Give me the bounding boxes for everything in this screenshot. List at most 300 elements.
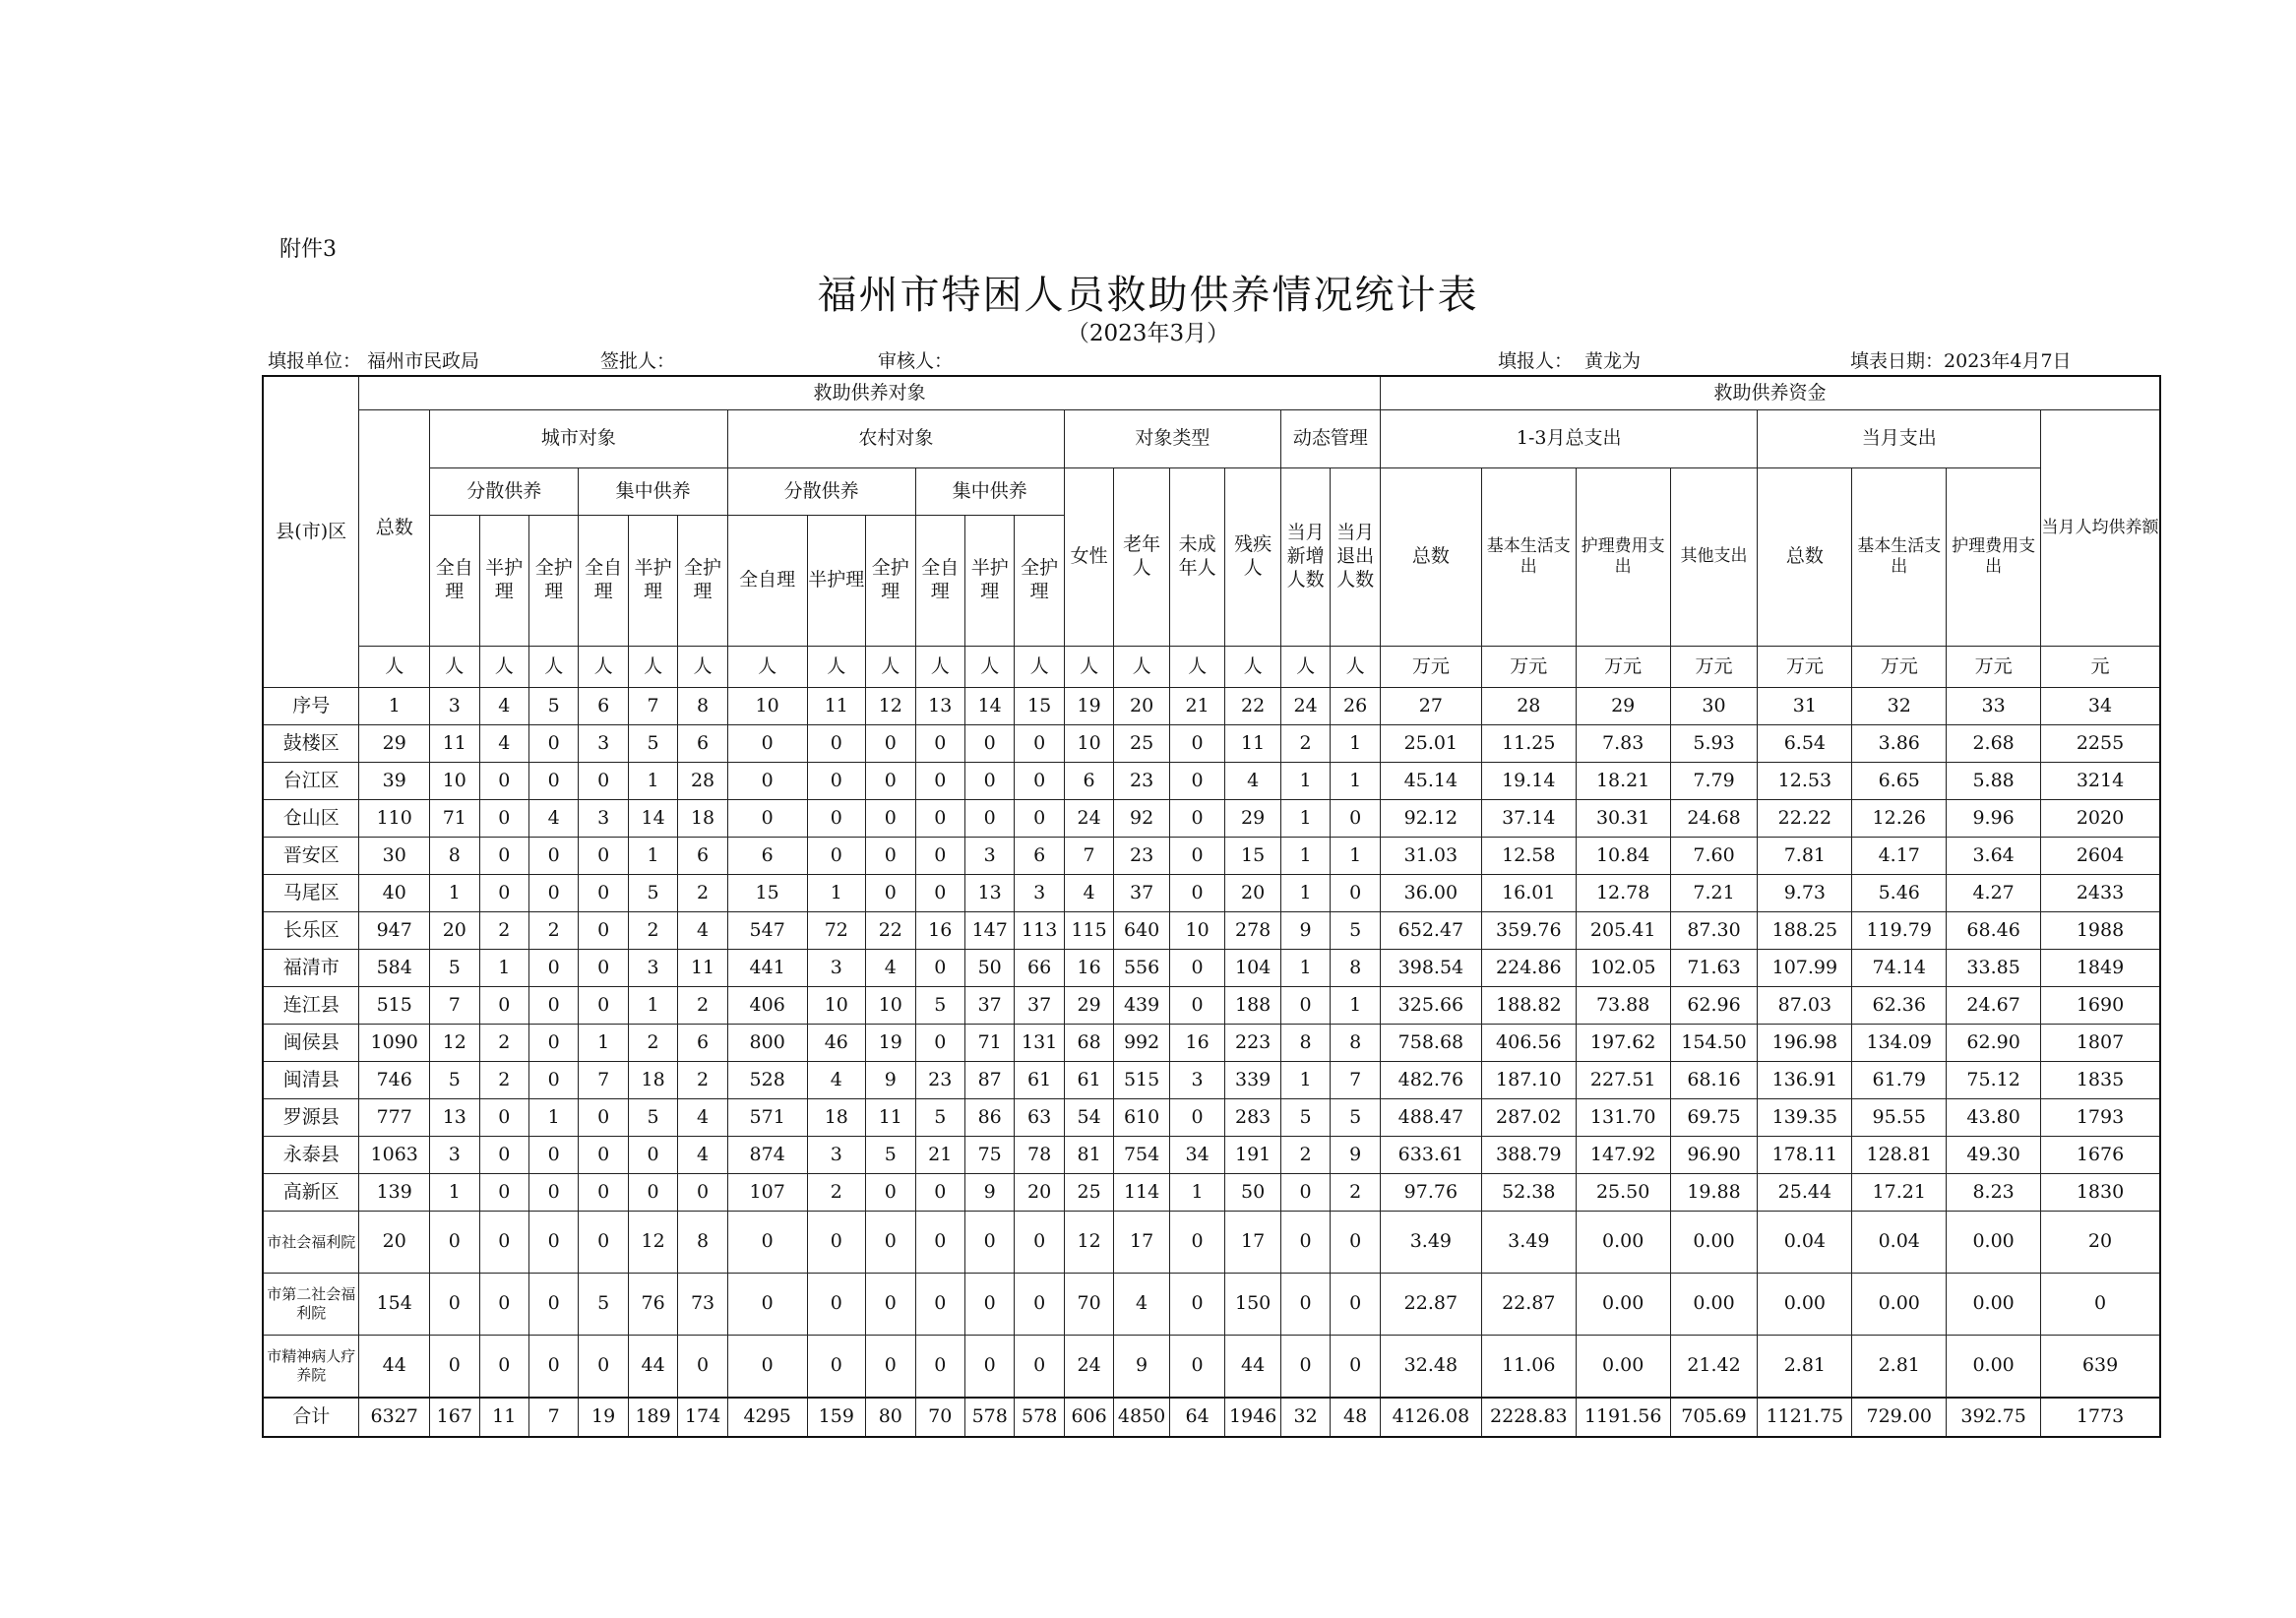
- value-cell: 2: [479, 912, 528, 950]
- disabled-header: 残疾人: [1225, 468, 1281, 647]
- value-cell: 0: [479, 987, 528, 1025]
- value-cell: 11.06: [1481, 1336, 1576, 1399]
- value-cell: 44: [628, 1336, 677, 1399]
- value-cell: 0: [866, 838, 915, 875]
- value-cell: 22.87: [1380, 1274, 1481, 1336]
- value-cell: 54: [1064, 1099, 1113, 1137]
- value-cell: 2: [1280, 725, 1330, 763]
- value-cell: 12.58: [1481, 838, 1576, 875]
- value-cell: 1676: [2041, 1137, 2160, 1174]
- value-cell: 5: [430, 1062, 479, 1099]
- value-cell: 39: [359, 763, 430, 800]
- value-cell: 223: [1225, 1025, 1281, 1062]
- rural-central-self-care: 全自理: [915, 516, 964, 647]
- value-cell: 16: [915, 912, 964, 950]
- value-cell: 6: [678, 838, 727, 875]
- value-cell: 0: [479, 800, 528, 838]
- value-cell: 5: [1331, 912, 1381, 950]
- value-cell: 227.51: [1576, 1062, 1670, 1099]
- value-cell: 6: [678, 725, 727, 763]
- unit-cell: 人: [579, 647, 628, 688]
- value-cell: 1: [1331, 763, 1381, 800]
- value-cell: 25.44: [1758, 1174, 1852, 1212]
- value-cell: 1849: [2041, 950, 2160, 987]
- value-cell: 1946: [1225, 1398, 1281, 1437]
- unit-cell: 万元: [1947, 647, 2041, 688]
- index-number-cell: 14: [964, 688, 1014, 725]
- value-cell: 4: [678, 1099, 727, 1137]
- value-cell: 4: [1225, 763, 1281, 800]
- value-cell: 439: [1114, 987, 1170, 1025]
- value-cell: 1: [1280, 763, 1330, 800]
- value-cell: 1121.75: [1758, 1398, 1852, 1437]
- value-cell: 515: [1114, 1062, 1170, 1099]
- value-cell: 5: [628, 875, 677, 912]
- approver-label: 签批人：: [600, 350, 676, 372]
- value-cell: 0: [579, 875, 628, 912]
- value-cell: 2: [678, 875, 727, 912]
- value-cell: 606: [1064, 1398, 1113, 1437]
- value-cell: 70: [1064, 1274, 1113, 1336]
- index-number-cell: 22: [1225, 688, 1281, 725]
- value-cell: 0: [915, 800, 964, 838]
- value-cell: 0: [479, 1336, 528, 1399]
- value-cell: 7.79: [1670, 763, 1758, 800]
- value-cell: 13: [964, 875, 1014, 912]
- value-cell: 50: [1225, 1174, 1281, 1212]
- value-cell: 0.00: [1758, 1274, 1852, 1336]
- county-header: 县(市)区: [263, 376, 359, 688]
- value-cell: 20: [430, 912, 479, 950]
- value-cell: 0.04: [1852, 1212, 1947, 1274]
- table-row: [263, 1062, 2160, 1099]
- value-cell: 12: [628, 1212, 677, 1274]
- month-total-header: 总数: [1758, 468, 1852, 647]
- value-cell: 29: [359, 725, 430, 763]
- unit-cell: 人: [1015, 647, 1064, 688]
- table-row: [263, 763, 2160, 800]
- value-cell: 68: [1064, 1025, 1113, 1062]
- value-cell: 3.49: [1380, 1212, 1481, 1274]
- total-count-header: 总数: [359, 410, 430, 647]
- value-cell: 0: [479, 875, 528, 912]
- value-cell: 73: [678, 1274, 727, 1336]
- district-name-cell: 连江县: [263, 987, 359, 1025]
- dynamic-header: 动态管理: [1280, 410, 1380, 468]
- value-cell: 23: [1114, 763, 1170, 800]
- value-cell: 24: [1064, 1336, 1113, 1399]
- value-cell: 2: [678, 1062, 727, 1099]
- attachment-label: 附件3: [279, 237, 337, 262]
- value-cell: 75: [964, 1137, 1014, 1174]
- value-cell: 0: [1280, 1336, 1330, 1399]
- value-cell: 64: [1169, 1398, 1225, 1437]
- value-cell: 150: [1225, 1274, 1281, 1336]
- value-cell: 16: [1169, 1025, 1225, 1062]
- filler-label: 填报人：: [1498, 350, 1574, 372]
- value-cell: 11.25: [1481, 725, 1576, 763]
- value-cell: 0: [528, 1137, 578, 1174]
- value-cell: 0: [528, 875, 578, 912]
- value-cell: 488.47: [1380, 1099, 1481, 1137]
- value-cell: 10.84: [1576, 838, 1670, 875]
- value-cell: 0: [579, 1099, 628, 1137]
- objects-group-header: 救助供养对象: [359, 376, 1381, 410]
- index-number-cell: 34: [2041, 688, 2160, 725]
- minor-header: 未成年人: [1169, 468, 1225, 647]
- unit-cell: 人: [1225, 647, 1281, 688]
- value-cell: 0: [1331, 875, 1381, 912]
- value-cell: 10: [807, 987, 866, 1025]
- urban-scatter-header: 分散供养: [430, 468, 579, 516]
- value-cell: 0: [1015, 725, 1064, 763]
- value-cell: 9.73: [1758, 875, 1852, 912]
- value-cell: 1063: [359, 1137, 430, 1174]
- value-cell: 1090: [359, 1025, 430, 1062]
- value-cell: 0: [915, 1274, 964, 1336]
- value-cell: 0: [964, 1212, 1014, 1274]
- value-cell: 0: [727, 725, 807, 763]
- value-cell: 0: [579, 987, 628, 1025]
- value-cell: 68.46: [1947, 912, 2041, 950]
- value-cell: 0: [678, 1174, 727, 1212]
- fill-date-value: 2023年4月7日: [1944, 350, 2072, 372]
- value-cell: 71.63: [1670, 950, 1758, 987]
- value-cell: 4: [866, 950, 915, 987]
- value-cell: 73.88: [1576, 987, 1670, 1025]
- value-cell: 7: [528, 1398, 578, 1437]
- other-expense-header: 其他支出: [1670, 468, 1758, 647]
- fill-unit-label: 填报单位：: [268, 350, 362, 372]
- value-cell: 0: [1015, 763, 1064, 800]
- value-cell: 8: [1280, 1025, 1330, 1062]
- value-cell: 197.62: [1576, 1025, 1670, 1062]
- value-cell: 3: [1169, 1062, 1225, 1099]
- value-cell: 81: [1064, 1137, 1113, 1174]
- exited-header: 当月退出人数: [1331, 468, 1381, 647]
- value-cell: 62.96: [1670, 987, 1758, 1025]
- value-cell: 0: [807, 1336, 866, 1399]
- district-name-cell: 市社会福利院: [263, 1212, 359, 1274]
- value-cell: 0: [915, 1174, 964, 1212]
- value-cell: 0: [1169, 763, 1225, 800]
- value-cell: 72: [807, 912, 866, 950]
- value-cell: 4295: [727, 1398, 807, 1437]
- value-cell: 66: [1015, 950, 1064, 987]
- value-cell: 224.86: [1481, 950, 1576, 987]
- value-cell: 5.88: [1947, 763, 2041, 800]
- value-cell: 76: [628, 1274, 677, 1336]
- index-number-cell: 4: [479, 688, 528, 725]
- value-cell: 139.35: [1758, 1099, 1852, 1137]
- value-cell: 110: [359, 800, 430, 838]
- value-cell: 23: [1114, 838, 1170, 875]
- unit-cell: 万元: [1576, 647, 1670, 688]
- value-cell: 2: [479, 1062, 528, 1099]
- value-cell: 21: [915, 1137, 964, 1174]
- types-header: 对象类型: [1064, 410, 1280, 468]
- unit-cell: 人: [915, 647, 964, 688]
- value-cell: 339: [1225, 1062, 1281, 1099]
- urban-scatter-self-care: 全自理: [430, 516, 479, 647]
- value-cell: 37: [964, 987, 1014, 1025]
- value-cell: 0: [964, 800, 1014, 838]
- value-cell: 0: [528, 987, 578, 1025]
- value-cell: 128.81: [1852, 1137, 1947, 1174]
- value-cell: 188: [1225, 987, 1281, 1025]
- value-cell: 5: [1280, 1099, 1330, 1137]
- value-cell: 2: [628, 1025, 677, 1062]
- index-number-cell: 28: [1481, 688, 1576, 725]
- value-cell: 652.47: [1380, 912, 1481, 950]
- unit-cell: 人: [1064, 647, 1113, 688]
- value-cell: 0: [1015, 800, 1064, 838]
- value-cell: 640: [1114, 912, 1170, 950]
- value-cell: 25.50: [1576, 1174, 1670, 1212]
- value-cell: 800: [727, 1025, 807, 1062]
- value-cell: 1: [479, 950, 528, 987]
- urban-scatter-full-care: 全护理: [528, 516, 578, 647]
- value-cell: 325.66: [1380, 987, 1481, 1025]
- index-row: [263, 688, 2160, 725]
- value-cell: 0: [964, 1336, 1014, 1399]
- value-cell: 3: [430, 1137, 479, 1174]
- unit-cell: 人: [628, 647, 677, 688]
- value-cell: 0: [1331, 800, 1381, 838]
- value-cell: 52.38: [1481, 1174, 1576, 1212]
- value-cell: 9: [1114, 1336, 1170, 1399]
- value-cell: 11: [430, 725, 479, 763]
- value-cell: 777: [359, 1099, 430, 1137]
- value-cell: 1: [1280, 838, 1330, 875]
- value-cell: 61: [1015, 1062, 1064, 1099]
- rural-central-full-care: 全护理: [1015, 516, 1064, 647]
- value-cell: 7: [579, 1062, 628, 1099]
- value-cell: 75.12: [1947, 1062, 2041, 1099]
- rural-central-header: 集中供养: [915, 468, 1064, 516]
- value-cell: 20: [1015, 1174, 1064, 1212]
- value-cell: 571: [727, 1099, 807, 1137]
- value-cell: 10: [866, 987, 915, 1025]
- district-name-cell: 合计: [263, 1398, 359, 1437]
- value-cell: 874: [727, 1137, 807, 1174]
- index-number-cell: 3: [430, 688, 479, 725]
- value-cell: 37: [1114, 875, 1170, 912]
- filler: [1498, 346, 1641, 373]
- value-cell: 12.26: [1852, 800, 1947, 838]
- value-cell: 10: [430, 763, 479, 800]
- value-cell: 18: [807, 1099, 866, 1137]
- value-cell: 7.60: [1670, 838, 1758, 875]
- value-cell: 30: [359, 838, 430, 875]
- value-cell: 0: [1015, 1274, 1064, 1336]
- value-cell: 7.83: [1576, 725, 1670, 763]
- unit-cell: 人: [1280, 647, 1330, 688]
- value-cell: 2: [678, 987, 727, 1025]
- fill-date: [1850, 346, 2072, 373]
- value-cell: 0: [2041, 1274, 2160, 1336]
- value-cell: 2: [1280, 1137, 1330, 1174]
- district-name-cell: 仓山区: [263, 800, 359, 838]
- value-cell: 154: [359, 1274, 430, 1336]
- value-cell: 0: [479, 1174, 528, 1212]
- value-cell: 11: [866, 1099, 915, 1137]
- value-cell: 2433: [2041, 875, 2160, 912]
- value-cell: 196.98: [1758, 1025, 1852, 1062]
- value-cell: 0: [479, 1099, 528, 1137]
- avg-support-header: 当月人均供养额: [2041, 410, 2160, 647]
- fill-unit: [268, 346, 479, 373]
- value-cell: 0: [727, 1212, 807, 1274]
- value-cell: 4: [678, 1137, 727, 1174]
- value-cell: 4: [1114, 1274, 1170, 1336]
- value-cell: 1: [579, 1025, 628, 1062]
- value-cell: 0: [528, 1062, 578, 1099]
- district-name-cell: 鼓楼区: [263, 725, 359, 763]
- table-body: [263, 688, 2160, 1438]
- fund-total-header: 总数: [1380, 468, 1481, 647]
- value-cell: 154.50: [1670, 1025, 1758, 1062]
- unit-cell: 万元: [1670, 647, 1758, 688]
- index-number-cell: 10: [727, 688, 807, 725]
- value-cell: 0: [579, 763, 628, 800]
- value-cell: 4: [528, 800, 578, 838]
- value-cell: 25: [1064, 1174, 1113, 1212]
- rural-central-semi-care: 半护理: [964, 516, 1014, 647]
- value-cell: 18: [628, 1062, 677, 1099]
- value-cell: 15: [727, 875, 807, 912]
- unit-cell: 人: [359, 647, 430, 688]
- value-cell: 20: [1225, 875, 1281, 912]
- value-cell: 1: [1331, 987, 1381, 1025]
- unit-cell: 元: [2041, 647, 2160, 688]
- value-cell: 7: [1064, 838, 1113, 875]
- value-cell: 0: [479, 838, 528, 875]
- table-row: [263, 875, 2160, 912]
- district-name-cell: 马尾区: [263, 875, 359, 912]
- district-name-cell: 市第二社会福利院: [263, 1274, 359, 1336]
- value-cell: 37: [1015, 987, 1064, 1025]
- value-cell: 4.27: [1947, 875, 2041, 912]
- rural-scatter-semi-care: 半护理: [807, 516, 866, 647]
- value-cell: 61: [1064, 1062, 1113, 1099]
- value-cell: 69.75: [1670, 1099, 1758, 1137]
- value-cell: 392.75: [1947, 1398, 2041, 1437]
- value-cell: 15: [1225, 838, 1281, 875]
- value-cell: 37.14: [1481, 800, 1576, 838]
- value-cell: 8: [678, 1212, 727, 1274]
- value-cell: 87.03: [1758, 987, 1852, 1025]
- value-cell: 0: [866, 1274, 915, 1336]
- value-cell: 754: [1114, 1137, 1170, 1174]
- value-cell: 2: [628, 912, 677, 950]
- value-cell: 131.70: [1576, 1099, 1670, 1137]
- value-cell: 388.79: [1481, 1137, 1576, 1174]
- index-number-cell: 31: [1758, 688, 1852, 725]
- unit-row: [263, 647, 2160, 688]
- value-cell: 34: [1169, 1137, 1225, 1174]
- value-cell: 0: [866, 1336, 915, 1399]
- index-number-cell: 30: [1670, 688, 1758, 725]
- index-number-cell: 8: [678, 688, 727, 725]
- table-row: [263, 1099, 2160, 1137]
- value-cell: 0: [964, 763, 1014, 800]
- index-number-cell: 26: [1331, 688, 1381, 725]
- value-cell: 87: [964, 1062, 1014, 1099]
- value-cell: 30.31: [1576, 800, 1670, 838]
- value-cell: 2: [528, 912, 578, 950]
- value-cell: 0: [528, 838, 578, 875]
- value-cell: 19: [579, 1398, 628, 1437]
- index-number-cell: 1: [359, 688, 430, 725]
- index-number-cell: 12: [866, 688, 915, 725]
- value-cell: 5: [430, 950, 479, 987]
- value-cell: 2: [807, 1174, 866, 1212]
- value-cell: 556: [1114, 950, 1170, 987]
- value-cell: 3: [964, 838, 1014, 875]
- value-cell: 0: [807, 800, 866, 838]
- value-cell: 22: [866, 912, 915, 950]
- value-cell: 6: [727, 838, 807, 875]
- value-cell: 0.00: [1947, 1212, 2041, 1274]
- index-number-cell: 24: [1280, 688, 1330, 725]
- value-cell: 0: [807, 838, 866, 875]
- value-cell: 0: [915, 1336, 964, 1399]
- value-cell: 2.81: [1758, 1336, 1852, 1399]
- value-cell: 0: [528, 1025, 578, 1062]
- value-cell: 0: [727, 1274, 807, 1336]
- urban-central-header: 集中供养: [579, 468, 727, 516]
- value-cell: 1835: [2041, 1062, 2160, 1099]
- elderly-header: 老年人: [1114, 468, 1170, 647]
- district-name-cell: 罗源县: [263, 1099, 359, 1137]
- value-cell: 1: [1280, 950, 1330, 987]
- value-cell: 78: [1015, 1137, 1064, 1174]
- table-row: [263, 725, 2160, 763]
- value-cell: 115: [1064, 912, 1113, 950]
- value-cell: 0: [528, 950, 578, 987]
- value-cell: 0: [479, 1274, 528, 1336]
- value-cell: 1: [807, 875, 866, 912]
- unit-cell: 人: [866, 647, 915, 688]
- district-name-cell: 长乐区: [263, 912, 359, 950]
- value-cell: 6.65: [1852, 763, 1947, 800]
- value-cell: 4: [807, 1062, 866, 1099]
- value-cell: 191: [1225, 1137, 1281, 1174]
- value-cell: 17.21: [1852, 1174, 1947, 1212]
- value-cell: 114: [1114, 1174, 1170, 1212]
- unit-cell: 万元: [1852, 647, 1947, 688]
- value-cell: 0.00: [1670, 1212, 1758, 1274]
- value-cell: 0: [1169, 800, 1225, 838]
- value-cell: 3: [579, 800, 628, 838]
- value-cell: 5.46: [1852, 875, 1947, 912]
- value-cell: 18.21: [1576, 763, 1670, 800]
- value-cell: 107.99: [1758, 950, 1852, 987]
- value-cell: 107: [727, 1174, 807, 1212]
- value-cell: 5: [915, 987, 964, 1025]
- urban-header: 城市对象: [430, 410, 728, 468]
- value-cell: 705.69: [1670, 1398, 1758, 1437]
- value-cell: 6.54: [1758, 725, 1852, 763]
- value-cell: 25: [1114, 725, 1170, 763]
- value-cell: 188.25: [1758, 912, 1852, 950]
- value-cell: 1: [1331, 725, 1381, 763]
- funds-group-header: 救助供养资金: [1380, 376, 2160, 410]
- urban-central-self-care: 全自理: [579, 516, 628, 647]
- value-cell: 187.10: [1481, 1062, 1576, 1099]
- value-cell: 22.22: [1758, 800, 1852, 838]
